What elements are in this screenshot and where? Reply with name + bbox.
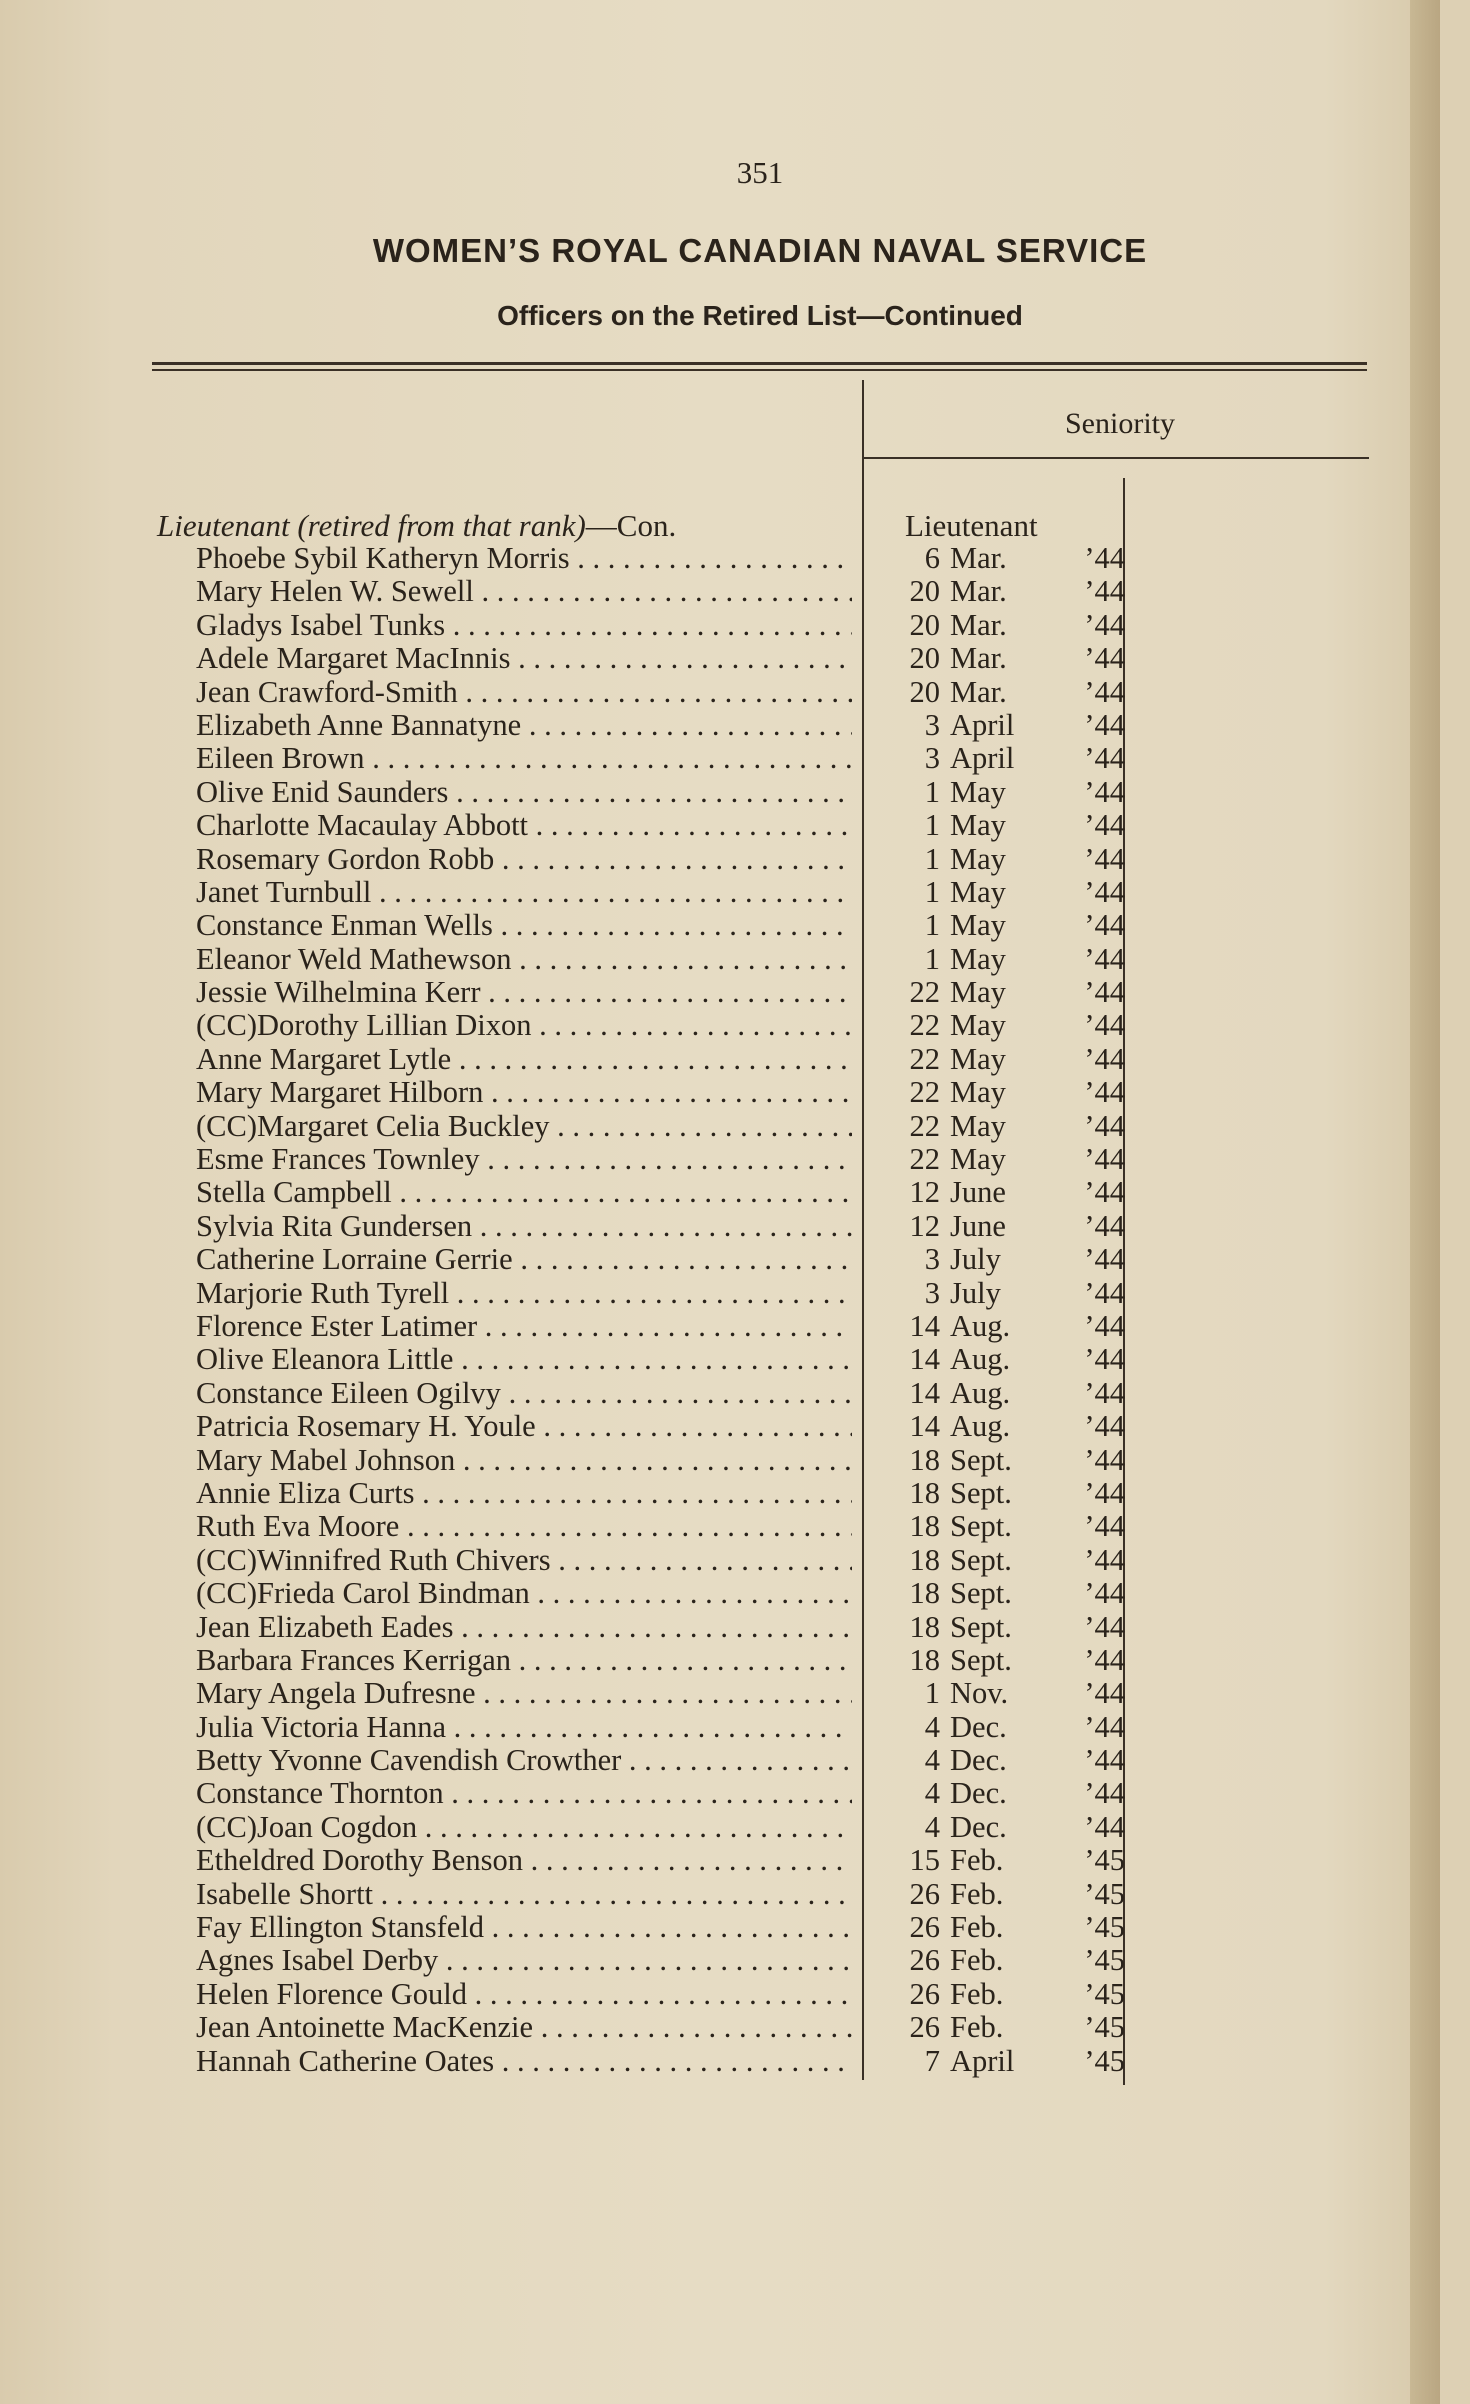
list-item xyxy=(0,1477,1200,1510)
seniority-day: 20 xyxy=(909,674,940,709)
list-item xyxy=(0,609,1200,642)
seniority-day: 6 xyxy=(924,541,940,575)
officer-name: Rosemary Gordon Robb . . . xyxy=(196,843,852,876)
officer-name: Olive Enid Saunders . . . xyxy=(196,776,852,809)
list-item xyxy=(0,709,1200,742)
seniority-month: Aug. xyxy=(950,1375,1011,1410)
officer-name: Jean Elizabeth Eades . . . xyxy=(196,1611,852,1644)
seniority-year: ’44 xyxy=(1084,1676,1125,1711)
seniority-year: ’44 xyxy=(1084,908,1125,943)
seniority-day: 4 xyxy=(924,1743,940,1778)
list-item xyxy=(0,1444,1200,1477)
officer-list xyxy=(0,542,1200,2078)
officer-name: Catherine Lorraine Gerrie . . . xyxy=(196,1243,852,1276)
officer-name: Marjorie Ruth Tyrell . . . xyxy=(196,1277,852,1310)
seniority-year: ’44 xyxy=(1084,808,1125,843)
seniority-month: Sept. xyxy=(950,1576,1012,1611)
officer-name: Constance Enman Wells . . . xyxy=(196,909,852,942)
officer-name: Phoebe Sybil Katheryn Morris . . . xyxy=(196,542,852,575)
list-item xyxy=(0,1410,1200,1443)
list-item xyxy=(0,876,1200,909)
list-item xyxy=(0,1310,1200,1343)
seniority-day: 18 xyxy=(909,1609,940,1644)
list-item xyxy=(0,575,1200,608)
officer-name: Esme Frances Townley . . . xyxy=(196,1143,852,1176)
seniority-month: Nov. xyxy=(950,1676,1009,1711)
list-item xyxy=(0,976,1200,1009)
seniority-year: ’44 xyxy=(1084,1642,1125,1677)
seniority-day: 14 xyxy=(909,1409,940,1444)
seniority-header-rule xyxy=(864,457,1369,459)
seniority-day: 1 xyxy=(924,1676,940,1711)
seniority-year: ’44 xyxy=(1084,1308,1125,1343)
seniority-year: ’45 xyxy=(1084,1876,1125,1911)
officer-name: Eleanor Weld Mathewson . . . xyxy=(196,943,852,976)
seniority-month: Dec. xyxy=(950,1776,1007,1811)
seniority-day: 20 xyxy=(909,641,940,676)
list-item xyxy=(0,742,1200,775)
officer-name: Patricia Rosemary H. Youle . . . xyxy=(196,1410,852,1443)
seniority-month: May xyxy=(950,908,1006,943)
seniority-day: 26 xyxy=(909,1943,940,1978)
seniority-day: 12 xyxy=(909,1208,940,1243)
seniority-year: ’44 xyxy=(1084,574,1125,609)
seniority-month: Sept. xyxy=(950,1475,1012,1510)
seniority-month: May xyxy=(950,808,1006,843)
officer-name: Barbara Frances Kerrigan . . . xyxy=(196,1644,852,1677)
seniority-month: Mar. xyxy=(950,541,1007,575)
seniority-day: 1 xyxy=(924,941,940,976)
seniority-year: ’44 xyxy=(1084,841,1125,876)
list-item xyxy=(0,1343,1200,1376)
seniority-day: 22 xyxy=(909,1108,940,1143)
officer-name: Etheldred Dorothy Benson . . . xyxy=(196,1844,852,1877)
seniority-day: 18 xyxy=(909,1475,940,1510)
officer-name: (CC)Frieda Carol Bindman . . . xyxy=(196,1577,852,1610)
seniority-year: ’44 xyxy=(1084,1442,1125,1477)
seniority-rank: Lieutenant xyxy=(905,508,1038,543)
seniority-day: 14 xyxy=(909,1308,940,1343)
seniority-day: 4 xyxy=(924,1776,940,1811)
seniority-day: 7 xyxy=(924,2043,940,2078)
officer-name: Olive Eleanora Little . . . xyxy=(196,1343,852,1376)
seniority-month: Mar. xyxy=(950,574,1007,609)
list-item xyxy=(0,1009,1200,1042)
seniority-day: 3 xyxy=(924,741,940,776)
list-item xyxy=(0,1043,1200,1076)
top-rule-1 xyxy=(152,362,1367,365)
seniority-day: 14 xyxy=(909,1342,940,1377)
officer-name: Janet Turnbull . . . xyxy=(196,876,852,909)
list-item xyxy=(0,776,1200,809)
seniority-year: ’44 xyxy=(1084,1475,1125,1510)
seniority-day: 18 xyxy=(909,1642,940,1677)
officer-name: Helen Florence Gould . . . xyxy=(196,1978,852,2011)
seniority-day: 14 xyxy=(909,1375,940,1410)
list-item xyxy=(0,1644,1200,1677)
seniority-year: ’44 xyxy=(1084,1108,1125,1143)
seniority-year: ’44 xyxy=(1084,1375,1125,1410)
seniority-month: Aug. xyxy=(950,1342,1011,1377)
seniority-day: 22 xyxy=(909,1142,940,1177)
list-item xyxy=(0,542,1200,575)
list-item xyxy=(0,1611,1200,1644)
officer-name: (CC)Joan Cogdon . . . xyxy=(196,1811,852,1844)
seniority-month: Dec. xyxy=(950,1809,1007,1844)
seniority-month: Mar. xyxy=(950,641,1007,676)
page-edge xyxy=(1410,0,1440,2404)
seniority-year: ’45 xyxy=(1084,1843,1125,1878)
list-item xyxy=(0,909,1200,942)
seniority-month: May xyxy=(950,841,1006,876)
page-title: WOMEN’S ROYAL CANADIAN NAVAL SERVICE xyxy=(372,232,1148,269)
seniority-month: Sept. xyxy=(950,1642,1012,1677)
seniority-year: ’45 xyxy=(1084,2010,1125,2045)
seniority-day: 20 xyxy=(909,574,940,609)
officer-name: Agnes Isabel Derby . . . xyxy=(196,1944,852,1977)
officer-name: Jean Antoinette MacKenzie . . . xyxy=(196,2011,852,2044)
seniority-year: ’44 xyxy=(1084,1809,1125,1844)
seniority-month: Sept. xyxy=(950,1509,1012,1544)
officer-name: Jean Crawford-Smith . . . xyxy=(196,676,852,709)
seniority-year: ’44 xyxy=(1084,1175,1125,1210)
seniority-day: 12 xyxy=(909,1175,940,1210)
top-rule-2 xyxy=(152,369,1367,371)
seniority-day: 1 xyxy=(924,841,940,876)
list-item xyxy=(0,1777,1200,1810)
seniority-year: ’44 xyxy=(1084,1008,1125,1043)
seniority-day: 4 xyxy=(924,1809,940,1844)
officer-name: Anne Margaret Lytle . . . xyxy=(196,1043,852,1076)
seniority-day: 26 xyxy=(909,2010,940,2045)
seniority-day: 18 xyxy=(909,1509,940,1544)
seniority-day: 1 xyxy=(924,908,940,943)
list-item xyxy=(0,943,1200,976)
officer-name: Ruth Eva Moore . . . xyxy=(196,1510,852,1543)
seniority-month: Mar. xyxy=(950,607,1007,642)
seniority-month: Feb. xyxy=(950,1876,1004,1911)
seniority-month: Dec. xyxy=(950,1709,1007,1744)
officer-name: Eileen Brown . . . xyxy=(196,742,852,775)
officer-name: Constance Thornton . . . xyxy=(196,1777,852,1810)
seniority-month: April xyxy=(950,741,1015,776)
list-item xyxy=(0,1544,1200,1577)
officer-name: Hannah Catherine Oates . . . xyxy=(196,2045,852,2078)
officer-name: (CC)Dorothy Lillian Dixon . . . xyxy=(196,1009,852,1042)
seniority-month: May xyxy=(950,874,1006,909)
officer-name: Julia Victoria Hanna . . . xyxy=(196,1711,852,1744)
list-item xyxy=(0,1277,1200,1310)
seniority-month: Feb. xyxy=(950,1976,1004,2011)
officer-name: Stella Campbell . . . xyxy=(196,1176,852,1209)
seniority-year: ’44 xyxy=(1084,741,1125,776)
seniority-month: May xyxy=(950,1041,1006,1076)
officer-name: Elizabeth Anne Bannatyne . . . xyxy=(196,709,852,742)
seniority-month: May xyxy=(950,941,1006,976)
seniority-day: 3 xyxy=(924,1275,940,1310)
list-item xyxy=(0,1110,1200,1143)
seniority-year: ’45 xyxy=(1084,1943,1125,1978)
seniority-month: July xyxy=(950,1275,1001,1310)
seniority-day: 1 xyxy=(924,874,940,909)
list-item xyxy=(0,2045,1200,2078)
officer-name: Constance Eileen Ogilvy . . . xyxy=(196,1377,852,1410)
seniority-year: ’44 xyxy=(1084,607,1125,642)
page-subtitle: Officers on the Retired List—Continued xyxy=(497,300,1023,331)
seniority-year: ’44 xyxy=(1084,641,1125,676)
seniority-day: 4 xyxy=(924,1709,940,1744)
list-item xyxy=(0,1677,1200,1710)
list-item xyxy=(0,809,1200,842)
officer-name: Mary Angela Dufresne . . . xyxy=(196,1677,852,1710)
list-item xyxy=(0,1978,1200,2011)
list-item xyxy=(0,642,1200,675)
seniority-year: ’44 xyxy=(1084,674,1125,709)
seniority-month: Sept. xyxy=(950,1442,1012,1477)
seniority-month: July xyxy=(950,1242,1001,1277)
seniority-month: May xyxy=(950,1075,1006,1110)
seniority-day: 22 xyxy=(909,1008,940,1043)
seniority-month: June xyxy=(950,1175,1006,1210)
seniority-month: Aug. xyxy=(950,1308,1011,1343)
officer-name: Adele Margaret MacInnis . . . xyxy=(196,642,852,675)
seniority-day: 3 xyxy=(924,1242,940,1277)
seniority-year: ’44 xyxy=(1084,1275,1125,1310)
seniority-year: ’44 xyxy=(1084,1609,1125,1644)
seniority-month: May xyxy=(950,774,1006,809)
officer-name: Charlotte Macaulay Abbott . . . xyxy=(196,809,852,842)
list-item xyxy=(0,1210,1200,1243)
seniority-year: ’45 xyxy=(1084,2043,1125,2078)
seniority-year: ’45 xyxy=(1084,1910,1125,1945)
seniority-month: May xyxy=(950,1008,1006,1043)
seniority-month: Sept. xyxy=(950,1542,1012,1577)
seniority-day: 15 xyxy=(909,1843,940,1878)
officer-name: (CC)Winnifred Ruth Chivers . . . xyxy=(196,1544,852,1577)
seniority-year: ’44 xyxy=(1084,1776,1125,1811)
seniority-day: 18 xyxy=(909,1442,940,1477)
seniority-day: 22 xyxy=(909,1075,940,1110)
seniority-month: Feb. xyxy=(950,1943,1004,1978)
officer-name: Mary Mabel Johnson . . . xyxy=(196,1444,852,1477)
seniority-month: Mar. xyxy=(950,674,1007,709)
seniority-year: ’44 xyxy=(1084,1542,1125,1577)
seniority-year: ’44 xyxy=(1084,1142,1125,1177)
officer-name: Isabelle Shortt . . . xyxy=(196,1878,852,1911)
officer-name: Fay Ellington Stansfeld . . . xyxy=(196,1911,852,1944)
seniority-year: ’44 xyxy=(1084,1242,1125,1277)
seniority-year: ’44 xyxy=(1084,874,1125,909)
seniority-month: Feb. xyxy=(950,1910,1004,1945)
list-item xyxy=(0,1944,1200,1977)
seniority-year: ’44 xyxy=(1084,1509,1125,1544)
list-item xyxy=(0,1377,1200,1410)
list-item xyxy=(0,843,1200,876)
seniority-year: ’44 xyxy=(1084,1409,1125,1444)
officer-name: Florence Ester Latimer . . . xyxy=(196,1310,852,1343)
list-item xyxy=(0,1076,1200,1109)
officer-name: Annie Eliza Curts . . . xyxy=(196,1477,852,1510)
list-item xyxy=(0,1577,1200,1610)
seniority-year: ’44 xyxy=(1084,975,1125,1010)
seniority-day: 20 xyxy=(909,607,940,642)
seniority-header: Seniority xyxy=(1065,407,1175,440)
seniority-month: Aug. xyxy=(950,1409,1011,1444)
seniority-year: ’44 xyxy=(1084,774,1125,809)
officer-name: (CC)Margaret Celia Buckley . . . xyxy=(196,1110,852,1143)
officer-name: Jessie Wilhelmina Kerr . . . xyxy=(196,976,852,1009)
seniority-year: ’44 xyxy=(1084,1576,1125,1611)
seniority-day: 18 xyxy=(909,1542,940,1577)
seniority-month: Feb. xyxy=(950,2010,1004,2045)
seniority-year: ’44 xyxy=(1084,1342,1125,1377)
officer-name: Gladys Isabel Tunks . . . xyxy=(196,609,852,642)
officer-name: Mary Margaret Hilborn . . . xyxy=(196,1076,852,1109)
list-item xyxy=(0,676,1200,709)
seniority-month: Feb. xyxy=(950,1843,1004,1878)
seniority-day: 3 xyxy=(924,707,940,742)
officer-name: Mary Helen W. Sewell . . . xyxy=(196,575,852,608)
section-rank: Lieutenant xyxy=(157,508,290,543)
seniority-day: 26 xyxy=(909,1876,940,1911)
list-item xyxy=(0,1176,1200,1209)
seniority-month: May xyxy=(950,1108,1006,1143)
seniority-year: ’44 xyxy=(1084,1041,1125,1076)
seniority-month: May xyxy=(950,975,1006,1010)
section-qualifier: (retired from that rank) xyxy=(289,508,586,543)
seniority-day: 26 xyxy=(909,1976,940,2011)
seniority-year: ’44 xyxy=(1084,941,1125,976)
seniority-month: April xyxy=(950,2043,1015,2078)
list-item xyxy=(0,1143,1200,1176)
seniority-month: Dec. xyxy=(950,1743,1007,1778)
list-item xyxy=(0,1844,1200,1877)
list-item xyxy=(0,2011,1200,2044)
seniority-day: 1 xyxy=(924,774,940,809)
list-item xyxy=(0,1243,1200,1276)
list-item xyxy=(0,1510,1200,1543)
seniority-year: ’44 xyxy=(1084,1709,1125,1744)
page-number: 351 xyxy=(736,155,784,190)
seniority-year: ’45 xyxy=(1084,1976,1125,2011)
seniority-year: ’44 xyxy=(1084,707,1125,742)
officer-name: Betty Yvonne Cavendish Crowther . . . xyxy=(196,1744,852,1777)
seniority-day: 22 xyxy=(909,1041,940,1076)
seniority-day: 1 xyxy=(924,808,940,843)
officer-name: Sylvia Rita Gundersen . . . xyxy=(196,1210,852,1243)
seniority-month: April xyxy=(950,707,1015,742)
section-heading xyxy=(157,508,676,544)
list-item xyxy=(0,1744,1200,1777)
seniority-year: ’44 xyxy=(1084,1208,1125,1243)
list-item xyxy=(0,1911,1200,1944)
seniority-year: ’44 xyxy=(1084,1743,1125,1778)
seniority-month: June xyxy=(950,1208,1006,1243)
list-item xyxy=(0,1811,1200,1844)
list-item xyxy=(0,1878,1200,1911)
seniority-month: May xyxy=(950,1142,1006,1177)
seniority-month: Sept. xyxy=(950,1609,1012,1644)
seniority-year: ’44 xyxy=(1084,1075,1125,1110)
seniority-day: 26 xyxy=(909,1910,940,1945)
seniority-day: 18 xyxy=(909,1576,940,1611)
seniority-year: ’44 xyxy=(1084,541,1125,575)
section-suffix: —Con. xyxy=(585,508,677,543)
seniority-day: 22 xyxy=(909,975,940,1010)
list-item xyxy=(0,1711,1200,1744)
